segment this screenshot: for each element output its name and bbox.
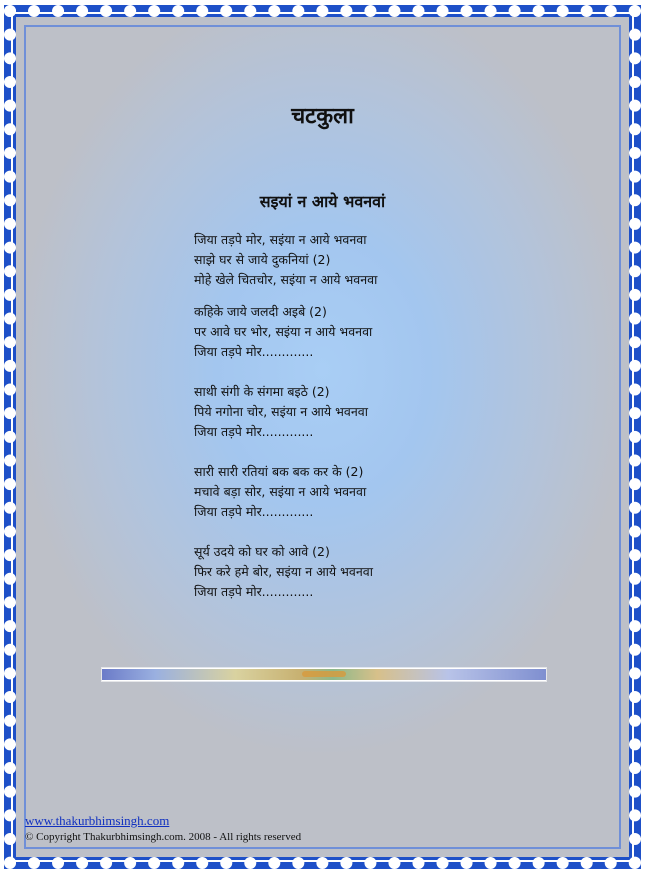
poem-line: साथी संगी के संगमा बइठे (2) <box>194 384 330 399</box>
stanza <box>194 382 484 442</box>
poem-line: जिया तड़पे मोर, सइंया न आये भवनवा <box>194 232 367 247</box>
copyright-text: © Copyright Thakurbhimsingh.com. 2008 - All rights reserved <box>25 831 302 843</box>
poem-line: जिया तड़पे मोर............. <box>194 424 314 439</box>
poem-line: जिया तड़पे मोर............. <box>194 504 314 519</box>
poem-body <box>194 230 484 622</box>
stanza <box>194 462 484 522</box>
poem-line: साझे घर से जाये दुकनियां (2) <box>194 252 331 267</box>
stanza <box>194 230 484 290</box>
poem-line: फिर करे हमे बोर, सइंया न आये भवनवा <box>194 564 373 579</box>
poem-line: सूर्य उदये को घर को आवे (2) <box>194 544 330 559</box>
decorative-divider <box>102 668 546 681</box>
stanza <box>194 542 484 602</box>
poem-line: मचावे बड़ा सोर, सइंया न आये भवनवा <box>194 484 367 499</box>
poem-line: मोहे खेले चितचोर, सइंया न आये भवनवा <box>194 272 378 287</box>
stanza <box>194 302 484 362</box>
poem-line: पर आवे घर भोर, सइंया न आये भवनवा <box>194 324 373 339</box>
poem-line: सारी सारी रतियां बक बक कर के (2) <box>194 464 364 479</box>
poem-line: कहिके जाये जलदी अइबे (2) <box>194 304 327 319</box>
poem-title: सइयां न आये भवनवां <box>259 192 386 211</box>
website-link[interactable]: www.thakurbhimsingh.com <box>25 813 170 828</box>
poem-line: जिया तड़पे मोर............. <box>194 584 314 599</box>
page-title: चटकुला <box>291 104 354 129</box>
poem-line: पिये नगोना चोर, सइंया न आये भवनवा <box>194 404 368 419</box>
poem-line: जिया तड़पे मोर............. <box>194 344 314 359</box>
